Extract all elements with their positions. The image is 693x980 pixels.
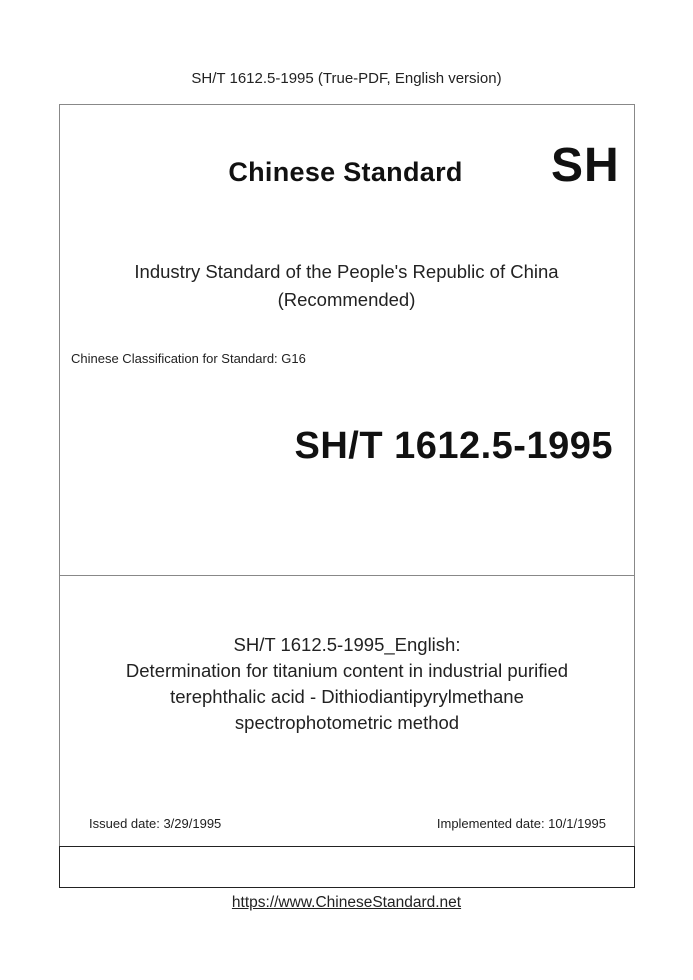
issued-date: Issued date: 3/29/1995 bbox=[89, 816, 222, 831]
classification-label: Chinese Classification for Standard: G16 bbox=[71, 351, 306, 366]
industry-standard-label bbox=[0, 258, 693, 314]
standard-mark: SH bbox=[551, 139, 620, 192]
page-header: SH/T 1612.5-1995 (True-PDF, English version) bbox=[191, 70, 502, 87]
document-title-line: spectrophotometric method bbox=[234, 712, 460, 733]
standard-number: SH/T 1612.5-1995 bbox=[294, 425, 613, 467]
industry-line-1: Industry Standard of the People's Republic of China bbox=[134, 261, 559, 282]
industry-line-2: (Recommended) bbox=[277, 289, 416, 310]
document-title-line: Determination for titanium content in industrial purified bbox=[125, 660, 569, 681]
document-title-line: SH/T 1612.5-1995_English: bbox=[233, 634, 461, 655]
cover-title-text: Chinese Standard bbox=[228, 157, 463, 187]
website-link[interactable]: https://www.ChineseStandard.net bbox=[231, 894, 462, 911]
cover-frame-bottom bbox=[59, 846, 635, 888]
implemented-date: Implemented date: 10/1/1995 bbox=[436, 816, 606, 831]
document-title bbox=[59, 632, 635, 736]
document-title-line: terephthalic acid - Dithiodiantipyrylmethane bbox=[170, 686, 524, 707]
